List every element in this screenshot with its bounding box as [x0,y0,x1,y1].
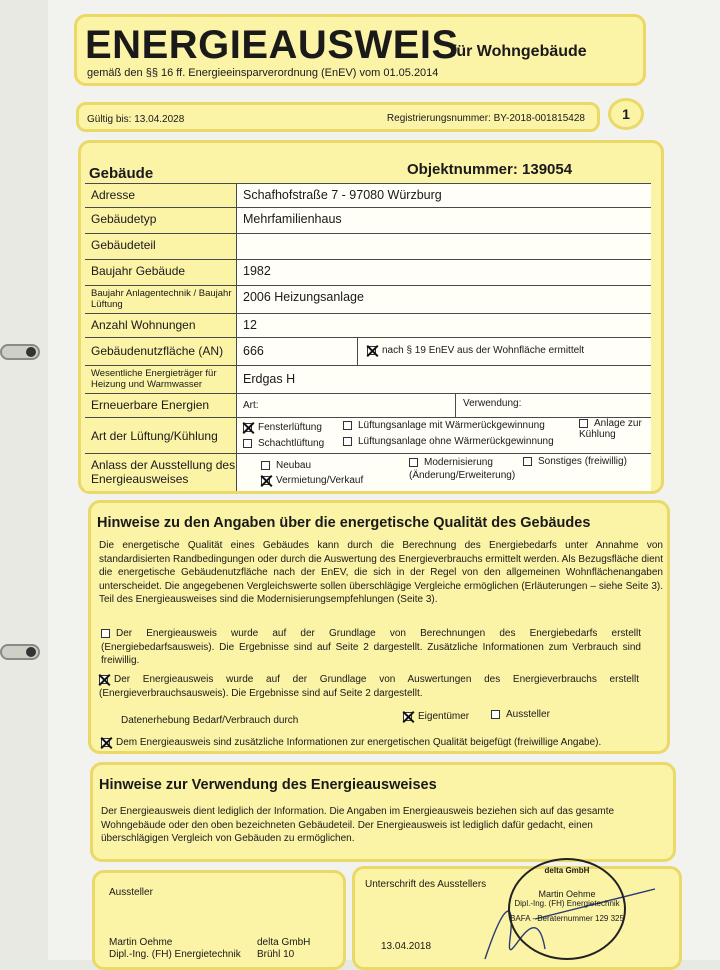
checkbox-consumption[interactable] [99,675,108,684]
issuer-name: Martin Oehme [109,937,173,948]
issuer-company: delta GmbH [257,937,311,948]
signature-date: 13.04.2018 [381,941,432,952]
building-heading: Gebäude [89,165,154,182]
units-value: 12 [243,318,257,332]
area-note: nach § 19 EnEV aus der Wohnfläche ermittelt [367,345,584,356]
usage-section [90,762,676,862]
part-label: Gebäudeteil [85,234,237,259]
checkbox-area-note[interactable] [367,346,376,355]
document-title: ENERGIEAUSWEIS [85,23,459,67]
registration-number: Registrierungsnummer: BY-2018-001815428 [386,113,585,124]
checkbox-extra-info[interactable] [101,738,110,747]
checkbox-lueftung-ohne-wrg[interactable] [343,437,352,446]
document-subtitle: für Wohngebäude [451,43,587,60]
demand-option: Der Energieausweis wurde auf der Grundlage von Berechnungen des Energiebedarfs erstellt (Energiebedarfsausweis). Die Ergebnisse sind auf Seite 2 dargestellt. Zusätzliche Informationen zum Verbrauch sind freiwillig. [101,628,641,667]
plant-year-label: Baujahr Anlagentechnik / Baujahr Lüftung [85,286,237,313]
checkbox-fensterlueftung[interactable] [243,423,252,432]
renewable-row [85,393,651,417]
type-label: Gebäudetyp [85,208,237,233]
title-section [74,14,646,86]
address-label: Adresse [85,184,237,207]
data-collection-label: Datenerhebung Bedarf/Verbrauch durch [121,715,299,726]
valid-until: Gültig bis: 13.04.2028 [87,114,185,125]
address-value: Schafhofstraße 7 - 97080 Würzburg [243,188,442,202]
year-value: 1982 [243,264,271,278]
address-row [85,183,651,207]
validity-bar [76,102,600,132]
renewable-use: Verwendung: [463,398,522,409]
energy-label: Wesentliche Energieträger für Heizung und Warmwasser [85,366,237,393]
notes-heading: Hinweise zu den Angaben über die energetische Qualität des Gebäudes [97,515,591,531]
usage-text: Der Energieausweis dient lediglich der Information. Die Angaben im Energieausweis beziehen sich auf das gesamte Wohngebäude oder den oben bezeichneten Gebäudeteil. Der Energieausweis ist lediglich dafür gedacht, einen überschlägigen Vergleich von Gebäuden zu ermöglichen. [101,806,615,845]
building-section [78,140,664,494]
checkbox-vermietung[interactable] [261,476,270,485]
units-label: Anzahl Wohnungen [85,314,237,337]
occasion-row: Anlass der Ausstellung des Energieausweises Neubau Vermietung/Verkauf Modernisierung (Änderung/Erweiterung) Sonstiges (freiwillig) [85,453,651,491]
type-value: Mehrfamilienhaus [243,212,342,226]
binder-ring [0,644,40,660]
energy-row [85,365,651,393]
company-stamp: delta GmbH Martin Oehme Dipl.-Ing. (FH) Energietechnik BAFA - Beraternummer 129 325 [508,858,626,960]
issuer-section [92,870,346,970]
part-row [85,233,651,259]
signature-label: Unterschrift des Ausstellers [365,879,487,890]
notes-intro: Die energetische Qualität eines Gebäudes kann durch die Berechnung des Energiebedarfs unter Annahme von standardisierten Randbedingungen oder durch die Auswertung des Energieverbrauchs ermittelt werden. Als Bezugsfläche dient die energetische Gebäudenutzfläche nach der EnEV, die sich in der Regel von den allgemeinen Wohnflächenangaben unterscheidet. Die angegebenen Vergleichswerte sollen überschlägige Vergleiche ermöglichen (Erläuterungen – siehe Seite 3). Teil des Energieausweises sind die Modernisierungsempfehlungen (Seite 3). [99,540,663,606]
energy-value: Erdgas H [243,372,296,386]
checkbox-sonstiges[interactable] [523,457,532,466]
area-label: Gebäudenutzfläche (AN) [85,338,237,365]
object-number: Objektnummer: 139054 [407,161,573,178]
type-row [85,207,651,233]
page-number: 1 [608,98,644,130]
usage-heading: Hinweise zur Verwendung des Energieausweises [99,777,437,793]
plant-year-row [85,285,651,313]
renewable-label: Erneuerbare Energien [85,394,237,417]
renewable-art: Art: [243,400,259,411]
units-row [85,313,651,337]
issuer-label: Aussteller [109,887,153,898]
checkbox-schachtlueftung[interactable] [243,439,252,448]
consumption-option: Der Energieausweis wurde auf der Grundlage von Auswertungen des Energieverbrauchs erstellt (Energieverbrauchsausweis). Die Ergebnisse sind auf Seite 2 dargestellt. [99,674,639,699]
checkbox-lueftung-mit-wrg[interactable] [343,421,352,430]
checkbox-kuehlung[interactable] [579,419,588,428]
checkbox-modernisierung[interactable] [409,458,418,467]
checkbox-owner[interactable] [403,712,412,721]
issuer-street: Brühl 10 [257,949,295,960]
regulation-text: gemäß den §§ 16 ff. Energieeinsparverordnung (EnEV) vom 01.05.2014 [87,67,439,79]
plant-year-value: 2006 Heizungsanlage [243,290,364,304]
checkbox-neubau[interactable] [261,461,270,470]
occasion-label: Anlass der Ausstellung des Energieausweises [85,454,237,491]
checkbox-demand[interactable] [101,629,110,638]
ventilation-row: Art der Lüftung/Kühlung Fensterlüftung Schachtlüftung Lüftungsanlage mit Wärmerückgewinnung Lüftungsanlage ohne Wärmerückgewinnung Anlage zur Kühlung [85,417,651,453]
ventilation-label: Art der Lüftung/Kühlung [85,418,237,453]
notes-section: Hinweise zu den Angaben über die energetische Qualität des Gebäudes Die energetische Qualität eines Gebäudes kann durch die Berechnung des Energiebedarfs unter Annahme von standardisierten Randbedingungen oder durch die Auswertung des Energieverbrauchs ermittelt werden. Als Bezugsfläche dient die energetische Gebäudenutzfläche nach der EnEV, die sich in der Regel von den allgemeinen Wohnflächenangaben unterscheidet. Die angegebenen Vergleichswerte sollen überschlägige Vergleiche ermöglichen (Erläuterungen – siehe Seite 3). Teil des Energieausweises sind die Modernisierungsempfehlungen (Seite 3). Der Energieausweis wurde auf der Grundlage von Berechnungen des Energiebedarfs erstellt (Energiebedarfsausweis). Die Ergebnisse sind auf Seite 2 dargestellt. Zusätzliche Informationen zum Verbrauch sind freiwillig. Der Energieausweis wurde auf der Grundlage von Auswertungen des Energieverbrauchs erstellt (Energieverbrauchsausweis). Die Ergebnisse sind auf Seite 2 dargestellt. Datenerhebung Bedarf/Verbrauch durch Eigentümer Aussteller Dem Energieausweis sind zusätzliche Informationen zur energetischen Qualität beigefügt (freiwillige Angabe). [88,500,670,754]
year-row [85,259,651,285]
year-label: Baujahr Gebäude [85,260,237,285]
checkbox-issuer[interactable] [491,710,500,719]
issuer-title: Dipl.-Ing. (FH) Energietechnik [109,949,241,960]
area-value: 666 [243,344,264,358]
binder-ring [0,344,40,360]
area-row [85,337,651,365]
